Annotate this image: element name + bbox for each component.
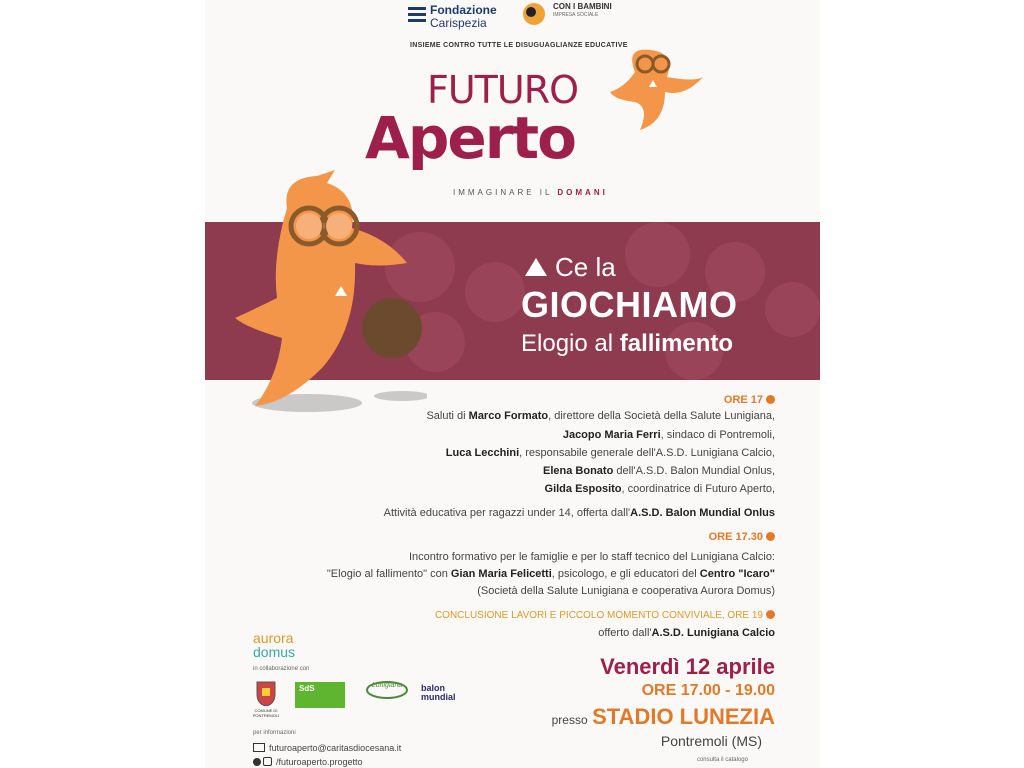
- banner-line1-text: Ce la: [555, 252, 616, 282]
- time-ore17: [724, 394, 775, 406]
- fondazione-line2: Carispezia: [430, 16, 487, 30]
- mascot-large-icon: [227, 168, 427, 418]
- sds-logo: [295, 682, 345, 708]
- conclusione-line: [435, 610, 775, 621]
- mascot-small-icon: [605, 42, 705, 132]
- banner-line2: GIOCHIAMO: [521, 284, 738, 325]
- catalog-link[interactable]: consulta il catalogo: [696, 757, 748, 763]
- event-time: ORE 17.00 - 19.00: [641, 682, 775, 699]
- banner-line1: [525, 252, 616, 283]
- aurora-logo-line1: aurora: [253, 630, 294, 646]
- saluti-line-3: Elena Bonato dell'A.S.D. Balon Mundial Onlus,: [543, 465, 775, 477]
- time-ore17-text: ORE 17: [723, 394, 763, 406]
- collab-label: in collaborazione con: [253, 666, 310, 672]
- saluti-line-4: Gilda Esposito, coordinatrice di Futuro Aperto,: [544, 483, 775, 495]
- comune-name: COMUNE DI PONTREMOLI: [252, 708, 280, 718]
- mail-icon: [253, 743, 265, 752]
- conibambini-name: CON I BAMBINI: [553, 2, 612, 11]
- event-venue: [552, 704, 775, 730]
- logo-futuro: FUTURO: [427, 68, 579, 112]
- social-text[interactable]: /futuroaperto.progetto: [276, 757, 363, 767]
- conclusione-text: CONCLUSIONE LAVORI E PICCOLO MOMENTO CONVIVIALE, ORE 19: [434, 610, 763, 621]
- logo-subtitle-highlight: DOMANI: [557, 188, 608, 197]
- attivita-line: Attività educativa per ragazzi under 14, offerta dall'A.S.D. Balon Mundial Onlus: [383, 507, 775, 519]
- email-text[interactable]: futuroaperto@caritasdiocesana.it: [269, 743, 402, 753]
- email-contact[interactable]: [253, 743, 401, 753]
- banner-line3: [521, 330, 733, 358]
- lunigiana-logo: [363, 680, 411, 712]
- conibambini-icon: [521, 2, 551, 26]
- sponsor-tagline: INSIEME CONTRO TUTTE LE DISUGUAGLIANZE EDUCATIVE: [410, 42, 628, 49]
- time-ore1730: [709, 531, 775, 543]
- event-poster: [205, 0, 820, 768]
- info-label: per informazioni: [253, 730, 296, 736]
- presso-label: presso: [551, 713, 588, 727]
- facebook-icon: [253, 758, 261, 766]
- clock-icon: [766, 610, 775, 619]
- saluti-line-2: Luca Lecchini, responsabile generale dell'A.S.D. Lunigiana Calcio,: [445, 447, 775, 459]
- aurora-logo-line2: domus: [253, 644, 296, 660]
- lunigiana-name: Lunigiana: [371, 682, 403, 689]
- conibambini-sub: IMPRESA SOCIALE: [553, 12, 599, 18]
- banner-line3-bold: fallimento: [619, 330, 734, 357]
- balon-logo: balon mundial: [421, 683, 456, 702]
- saluti-line-1: Jacopo Maria Ferri, sindaco di Pontremoli,: [562, 429, 775, 441]
- clock-icon: [766, 532, 775, 541]
- banner-line3-prefix: Elogio al: [521, 330, 614, 357]
- incontro-line-3: (Società della Salute Lunigiana e cooperativa Aurora Domus): [477, 585, 775, 597]
- logo-subtitle: [453, 188, 608, 197]
- time-ore1730-text: ORE 17.30: [708, 531, 763, 543]
- fondazione-icon: [408, 6, 426, 24]
- venue-name: STADIO LUNEZIA: [592, 704, 775, 729]
- saluti-line-0: Saluti di Marco Formato, direttore della Società della Salute Lunigiana,: [426, 410, 775, 422]
- logo-subtitle-prefix: IMMAGINARE IL: [453, 188, 553, 197]
- coat-of-arms-icon: [255, 680, 277, 706]
- social-contact[interactable]: [253, 757, 363, 767]
- logo-aperto: Aperto: [365, 104, 575, 172]
- event-date: Venerdì 12 aprile: [600, 654, 775, 679]
- comune-logo: [252, 680, 280, 718]
- event-place: Pontremoli (MS): [660, 733, 762, 749]
- incontro-line-2: "Elogio al fallimento" con Gian Maria Felicetti, psicologo, e gli educatori del Centro "Icaro": [326, 568, 775, 580]
- sds-name: SdS: [299, 684, 315, 693]
- offerto-line: offerto dall'A.S.D. Lunigiana Calcio: [598, 627, 775, 639]
- fondazione-line1: Fondazione: [430, 3, 497, 17]
- clock-icon: [766, 395, 775, 404]
- triangle-icon: [525, 258, 547, 276]
- instagram-icon: [263, 757, 272, 766]
- incontro-line-1: Incontro formativo per le famiglie e per lo staff tecnico del Lunigiana Calcio:: [408, 551, 775, 563]
